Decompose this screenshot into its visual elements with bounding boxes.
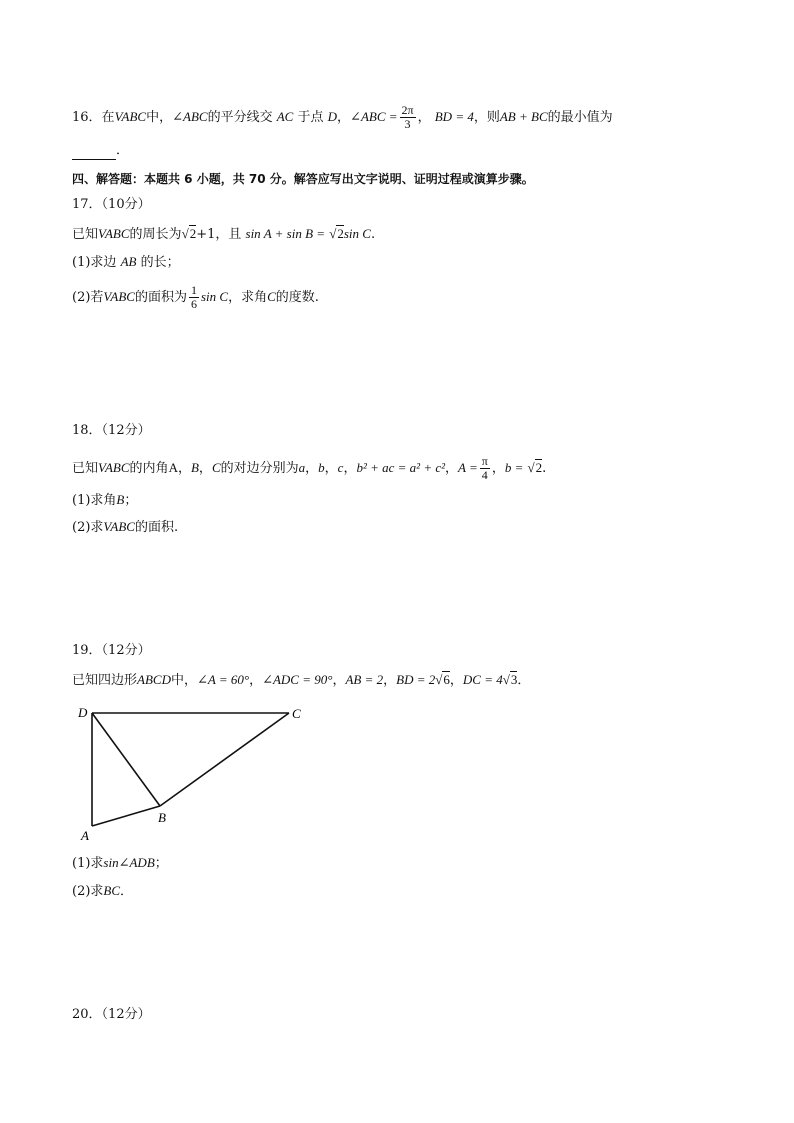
answer-blank: [72, 145, 116, 160]
q17-line1: 已知VABC的周长为√2+1，且 sin A + sin B = √2sin C.: [72, 226, 376, 242]
q19-part2: (2)求BC．: [72, 883, 134, 899]
fraction-1-6: $\frac{1}{6}$: [190, 283, 197, 311]
section-4-heading: 四、解答题：本题共 6 小题，共 70 分。解答应写出文字说明、证明过程或演算步骤。: [72, 172, 534, 186]
q19-part1: (1)求sin∠ADB；: [72, 855, 168, 871]
q18-line1: 已知VABC的内角A，B，C的对边分别为a，b，c，b² + ac = a² + c²，A = $\frac{\pi}{4}$ ，b = √2.: [72, 454, 547, 482]
q18-part1: (1)求角B；: [72, 492, 138, 508]
q18-part2: (2)求VABC的面积.: [72, 519, 179, 535]
fraction-2pi-3: $\frac{2\pi}{3}$: [401, 103, 414, 131]
fraction-pi-4: $\frac{\pi}{4}$: [481, 454, 488, 482]
q20-header: 20．（12分）: [72, 1007, 151, 1022]
diagonal-DB: [92, 713, 160, 806]
vertex-label-C: C: [292, 706, 301, 721]
vertex-label-A: A: [81, 828, 89, 843]
triangle-label: VABC: [114, 109, 147, 124]
edge-AB: [92, 806, 160, 826]
q17-part2: (2)若VABC的面积为 $\frac{1}{6}$ sin C，求角C的度数.: [72, 283, 319, 311]
q16-line2: ．: [72, 142, 129, 160]
sqrt-2: √2: [181, 226, 197, 241]
vertex-label-D: D: [78, 705, 88, 720]
q16-line1: 16．在VABC中，∠ABC的平分线交 AC 于点 D，∠ABC = $\frac{2\pi}{3}$ ， BD = 4，则AB + BC的最小值为: [72, 103, 613, 131]
q17-part1: (1)求边 AB 的长；: [72, 254, 180, 270]
q17-header: 17．（10分）: [72, 197, 151, 212]
q19-line1: 已知四边形ABCD中，∠A = 60°，∠ADC = 90°，AB = 2，BD = 2√6，DC = 4√3．: [72, 672, 531, 688]
quadrilateral-figure: [72, 700, 322, 850]
edge-BC: [160, 713, 289, 806]
q19-header: 19．（12分）: [72, 643, 151, 658]
q16-number: 16．: [72, 110, 102, 125]
q18-header: 18．（12分）: [72, 423, 151, 438]
vertex-label-B: B: [158, 810, 166, 825]
